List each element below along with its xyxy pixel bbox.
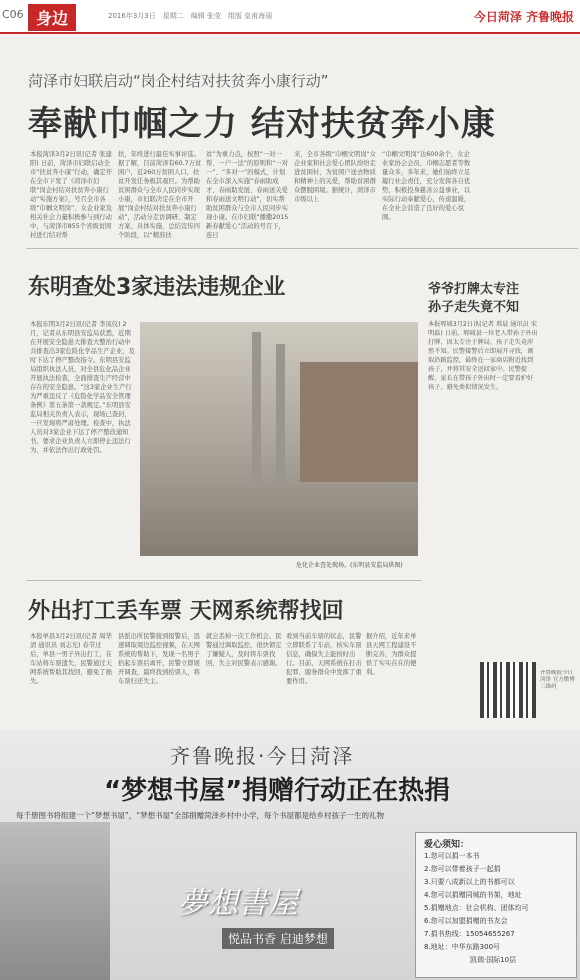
ad-panel-title: 爱心须知： [424,840,470,850]
a2-body: 本报东明3月2日讯(记者 李凤仪) 2月，记者从东明县安监局获悉，近期在开展安全隐患大排查大整治行动中共排查出3家危险化学品生产企业，及时下达了停产整改指令。东明县安监局组织执法人员，对全县危化品企业开展执法检查，全面排查生产经营中存在的安全隐患。“这3家企业生产行为严重违反了《危险化学品安全管理条例》第五条第一款规定。”东明县安监局相关负责人表示，现场已查封，一旦发现将严肃处理。检查中，执法人员对3家企业下达了停产整改通知书，要求企业负责人立即停止违法行为，并依法作出行政处罚。 [30,321,135,454]
ad-calligraphy: 夢想書屋 [178,886,298,921]
side-body: 本报郓城3月2日讯(记者 邢晨 通讯员 宋明磊) 日前，郓城县一位老人带孙子外出打牌，因太专注于牌局，孩子走失竟浑然不知。民警接警后立即展开寻找，调取沿路监控，最终在一家商店附近找到孩子，并将其安全送回家中。民警提醒，家长在带孩子外出时一定要看护好孩子，避免类似情况发生。 [428,321,538,391]
qr-caption: 齐鲁晚报今日菏泽 官方微博二维码 [540,670,575,690]
ad-banner [0,730,580,980]
page-number: C06 [2,8,24,21]
a3-col-4: 看到当前车票的状态，民警立即联系了车站，核实车票信息，确保失主能按时出行。目前，天网系统在打击犯罪、服务群众中发挥了重要作用。 [286,633,362,685]
a1-title: 奉献巾帼之力 结对扶贫奔小康 [28,104,496,144]
a1-col-3: 贫”为重力点，按照“一对一帮、一户一法”的原则和“一对一”、“多对一”的模式，计划在全市深入实施“春雨助成才、春雨助发展、春雨送关爱和春雨送文明行动”，切实帮助贫困群众与全市人民同步实现小康。在市妇联“播撒2015新春献爱心”活动的号召下，连日 [206,151,289,239]
a3-col-1: 本报单县3月2日讯(记者 周华清 通讯员 刘志光) 春节过后，单县一男子外出打工，在车站将车票遗失，民警通过天网系统帮助其找回，避免了损失。 [30,633,112,685]
qr-code-icon [480,662,536,718]
a1-col-2: 扶，年终进行最佳实事评选。据了解，目前菏泽有60.7万贫困户，近260万贫困人口，扶贫开发任务极其艰巨。为帮助贫困群众与全市人民同步实现小康，市妇联决定在全市开展“岗企村结对扶贫奔小康行动”，活动分走访调研、制定方案、具体实施、总结宣传四个阶段，以“精准扶 [118,151,202,239]
ad-item: 2.您可以带着孩子一起捐 [424,865,501,873]
section-label: 身边 [28,4,76,31]
chimney-1 [252,332,261,482]
a3-col-2: 县派出所民警接到报警后，迅速调取周边监控视频，在天网系统的帮助下，发现一名男子拾起车票后离开，民警立即展开调查，最终找到拾票人，将车票归还失主。 [118,633,200,685]
a3-title: 外出打工丢车票 天网系统帮找回 [28,599,344,624]
ad-item: 凯瑞·国际10层 [470,956,517,964]
ad-item: 5.捐赠地点：社会机构、团体均可 [424,904,529,912]
ad-item: 1.您可以捐一本书 [424,852,480,860]
divider [26,248,578,249]
ad-title: “梦想书屋”捐赠行动正在热捐 [104,776,451,806]
a2-title: 东明查处3家违法违规企业 [28,275,286,300]
a3-col-3: 就会丢掉一次工作机会。民警通过调取监控，很快锁定了嫌疑人，及时将车票找回，失主对民警表示感谢。 [206,633,282,667]
a1-col-4: 来，全市各级“巾帼文明岗”女企业家和社会爱心团队纷纷走进贫困村，为贫困户送去物质和精神上的关爱，帮助贫困群众摆脱困境。据统计，菏泽市市级以上 [294,151,377,203]
ad-brand: 齐鲁晚报·今日菏泽 [170,744,355,768]
a3-col-5: 据介绍，近年来单县天网工程建设不断完善，为群众提供了实实在在的便利。 [366,633,417,676]
a1-kicker: 菏泽市妇联启动“岗企村结对扶贫奔小康行动” [28,72,329,90]
issue-meta: 2016年3月3日 星期二 编辑 张莹 组版 皇甫海丽 [108,12,273,20]
ad-item: 3.只要八成新以上的书都可以 [424,878,515,886]
page-header [0,0,580,34]
child-photo [0,822,110,980]
ad-item: 7.捐书热线：15054655267 [424,930,515,938]
ad-subtitle: 每千册图书将组建一个“梦想书屋”，“梦想书屋”全部捐赠菏泽乡村中小学，每个书屋都是给乡村孩子一生的礼物 [16,811,385,820]
factory-photo [140,322,418,556]
ad-motto: 悦品书香 启迪梦想 [222,928,334,949]
side-title-2: 孙子走失竟不知 [428,300,520,315]
ad-item: 8.地址：中华东路300号 [424,943,501,951]
chimney-2 [276,344,285,484]
ad-item: 4.您可以捐赠同城的书架，地址 [424,891,522,899]
photo-caption: 危化企业查处现场。(东明县安监局供图) [296,562,403,569]
side-title-1: 爷爷打牌太专注 [428,282,520,297]
newspaper-logo: 今日菏泽 齐鲁晚报 [473,10,574,24]
divider [26,580,422,581]
ad-panel [415,832,577,978]
brick-building [300,362,418,482]
a1-col-5: “巾帼文明岗”达600余个，女企业家协会会员、巾帼志愿者等数量众多，多年来，她们始终立足履行社会责任，充分发挥各自优势，积极投身慈善公益事业，以实际行动奉献爱心，传递温暖，在全社会营造了良好的爱心氛围。 [382,151,471,221]
a1-col-1: 本报菏泽3月2日讯(记者 张建阳) 日前，菏泽市妇联启动全市“扶贫奔小康”行动，确定开在全市下发了《菏泽市妇联“岗企村结对扶贫奔小康行动”实施方案》，号召全市各级“巾帼文明岗”、女企业家及相关社会力量积极参与到行动中，与菏泽市855个省级贫困村进行结对帮 [30,151,113,239]
ad-item: 6.您可以加盟捐赠的书友会 [424,917,508,925]
